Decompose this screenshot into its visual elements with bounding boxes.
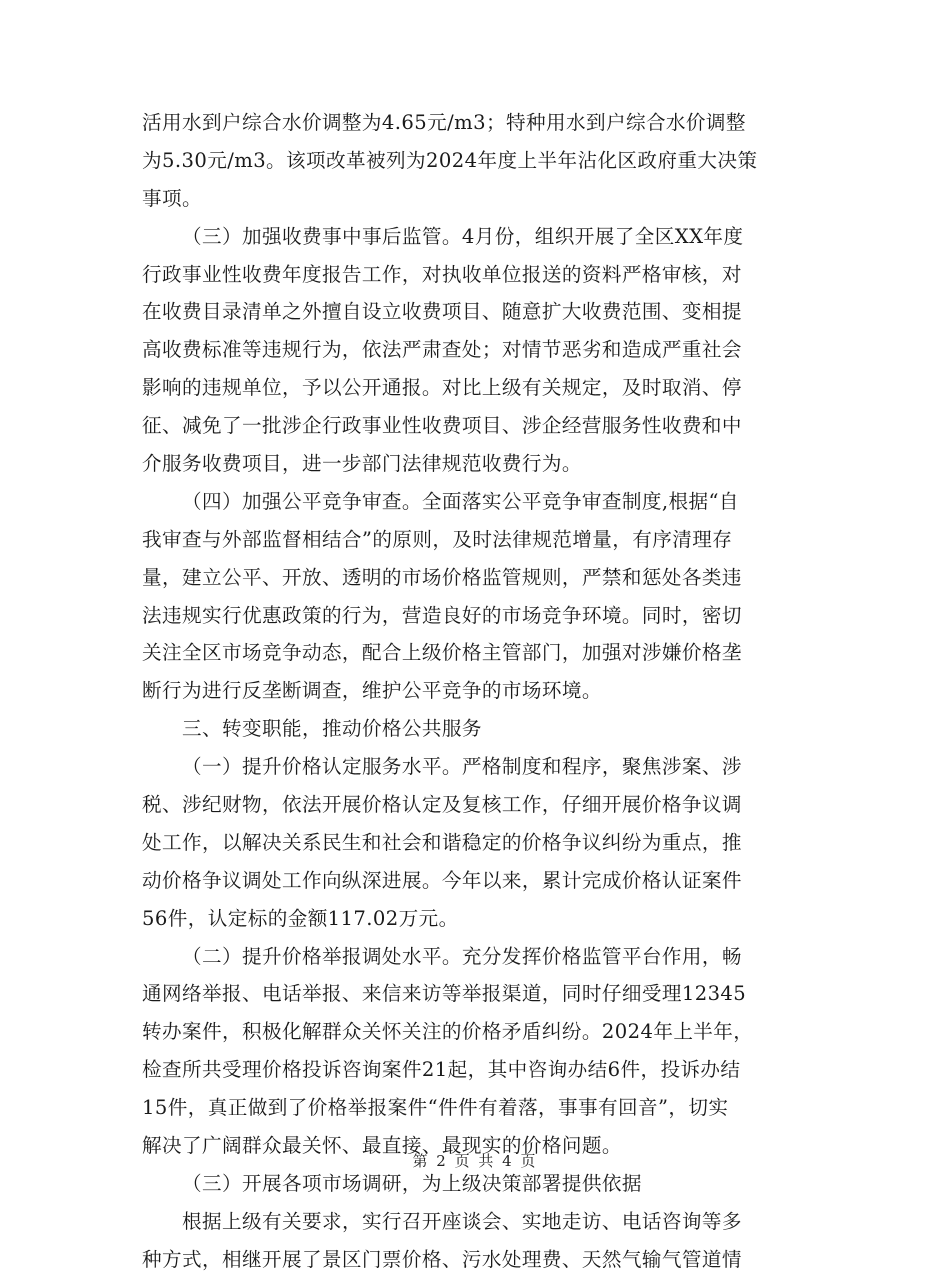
text-line: （二）提升价格举报调处水平。充分发挥价格监管平台作用，畅 bbox=[182, 944, 742, 968]
text-line: 量，建立公平、开放、透明的市场价格监管规则，严禁和惩处各类违 bbox=[142, 565, 742, 589]
text-line: 动价格争议调处工作向纵深进展。今年以来，累计完成价格认证案件 bbox=[142, 868, 742, 892]
document-body bbox=[142, 104, 808, 1279]
text-line: 通网络举报、电话举报、来信来访等举报渠道，同时仔细受理12345 bbox=[142, 982, 747, 1006]
text-line: （三）加强收费事中事后监管。4月份，组织开展了全区XX年度 bbox=[182, 224, 744, 248]
text-line: 56件，认定标的金额117.02万元。 bbox=[142, 906, 459, 930]
text-line: 三、转变职能，推动价格公共服务 bbox=[182, 717, 482, 741]
text-line: 在收费目录清单之外擅自设立收费项目、随意扩大收费范围、变相提 bbox=[142, 300, 742, 324]
text-line: （四）加强公平竞争审查。全面落实公平竞争审查制度,根据“自 bbox=[182, 489, 739, 513]
text-line: 根据上级有关要求，实行召开座谈会、实地走访、电话咨询等多 bbox=[182, 1209, 742, 1233]
text-line: 介服务收费项目，进一步部门法律规范收费行为。 bbox=[142, 452, 582, 476]
text-line: 为5.30元/m3。该项改革被列为2024年度上半年沾化区政府重大决策 bbox=[142, 148, 758, 172]
text-line: 检查所共受理价格投诉咨询案件21起，其中咨询办结6件，投诉办结 bbox=[142, 1058, 741, 1082]
text-line: （三）开展各项市场调研，为上级决策部署提供依据 bbox=[182, 1171, 642, 1195]
text-line: 税、涉纪财物，依法开展价格认定及复核工作，仔细开展价格争议调 bbox=[142, 793, 742, 817]
text-line: 影响的违规单位，予以公开通报。对比上级有关规定，及时取消、停 bbox=[142, 376, 742, 400]
text-line: 行政事业性收费年度报告工作，对执收单位报送的资料严格审核，对 bbox=[142, 262, 742, 286]
text-line: 法违规实行优惠政策的行为，营造良好的市场竞争环境。同时，密切 bbox=[142, 603, 742, 627]
text-line: 我审查与外部监督相结合”的原则，及时法律规范增量，有序清理存 bbox=[142, 527, 733, 551]
text-line: 转办案件，积极化解群众关怀关注的价格矛盾纠纷。2024年上半年， bbox=[142, 1020, 754, 1044]
text-line: 15件，真正做到了价格举报案件“件件有着落，事事有回音”，切实 bbox=[142, 1096, 729, 1120]
text-line: 解决了广阔群众最关怀、最直接、最现实的价格问题。 bbox=[142, 1134, 622, 1158]
text-line: 活用水到户综合水价调整为4.65元/m3；特种用水到户综合水价调整 bbox=[142, 111, 746, 134]
text-line: 处工作，以解决关系民生和社会和谐稳定的价格争议纠纷为重点，推 bbox=[142, 830, 742, 854]
text-line: 种方式，相继开展了景区门票价格、污水处理费、天然气输气管道情 bbox=[142, 1247, 742, 1271]
text-line: 事项。 bbox=[142, 186, 202, 210]
text-line: 高收费标准等违规行为，依法严肃查处；对情节恶劣和造成严重社会 bbox=[142, 338, 742, 362]
page-number-footer: 第 2 页 共 4 页 bbox=[412, 1152, 538, 1170]
text-line: 断行为进行反垄断调查，维护公平竞争的市场环境。 bbox=[142, 679, 602, 703]
text-line: 关注全区市场竞争动态，配合上级价格主管部门，加强对涉嫌价格垄 bbox=[142, 641, 742, 665]
text-line: 征、减免了一批涉企行政事业性收费项目、涉企经营服务性收费和中 bbox=[142, 414, 742, 438]
text-line: （一）提升价格认定服务水平。严格制度和程序，聚焦涉案、涉 bbox=[182, 755, 742, 779]
